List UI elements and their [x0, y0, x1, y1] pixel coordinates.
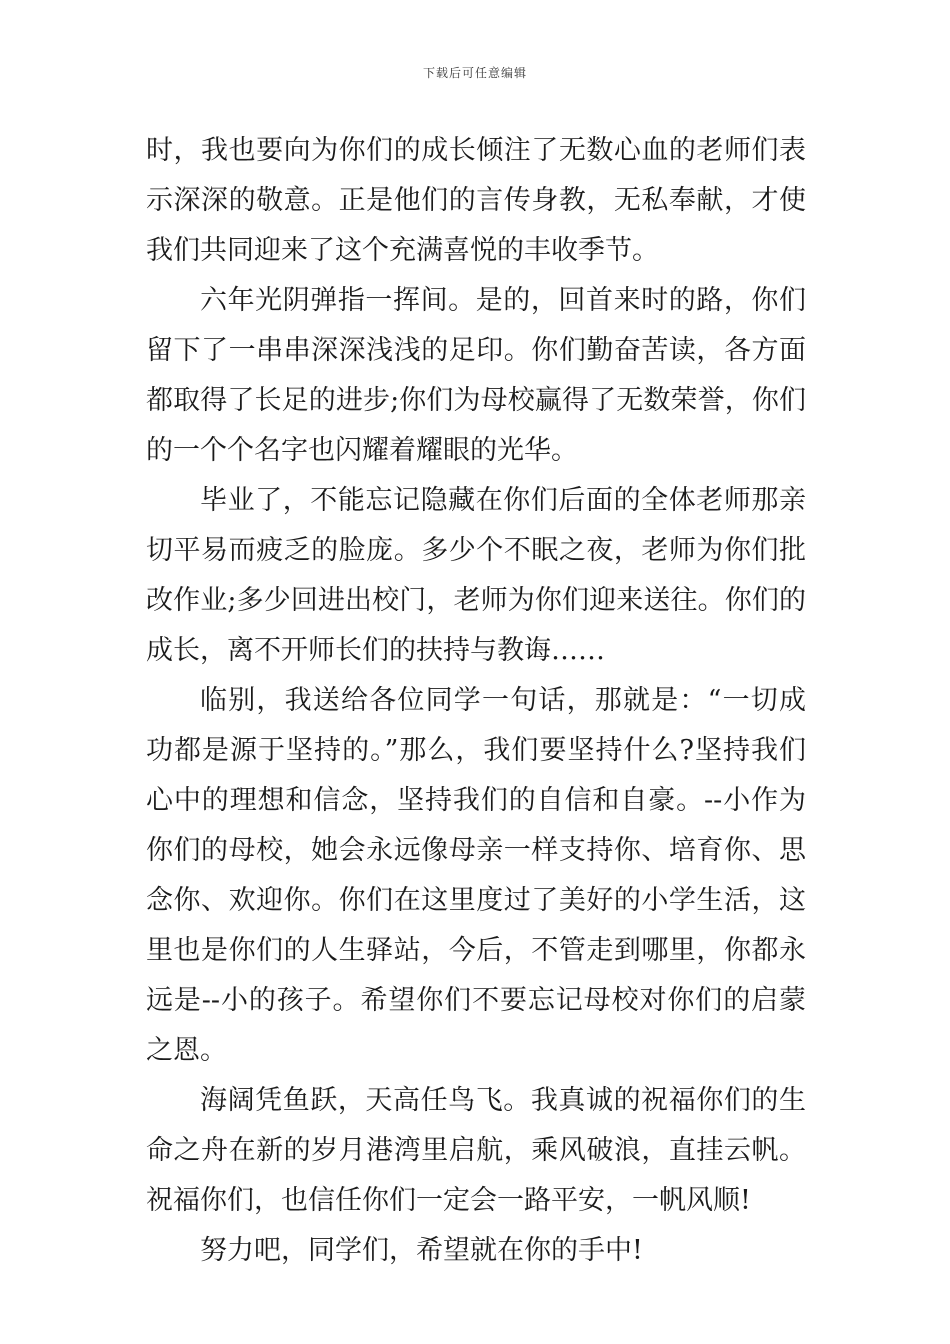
paragraph-continuation: 时，我也要向为你们的成长倾注了无数心血的老师们表示深深的敬意。正是他们的言传身教，无私奉献，才使我们共同迎来了这个充满喜悦的丰收季节。 [146, 135, 806, 266]
paragraph: 毕业了，不能忘记隐藏在你们后面的全体老师那亲切平易而疲乏的脸庞。多少个不眠之夜，老师为你们批改作业;多少回进出校门，老师为你们迎来送往。你们的成长，离不开师长们的扶持与教诲…… [146, 485, 806, 666]
document-body [146, 126, 806, 1276]
paragraph: 海阔凭鱼跃，天高任鸟飞。我真诚的祝福你们的生命之舟在新的岁月港湾里启航，乘风破浪，直挂云帆。祝福你们，也信任你们一定会一路平安，一帆风顺! [146, 1085, 806, 1216]
paragraph-closing: 努力吧，同学们，希望就在你的手中! [200, 1235, 643, 1266]
page-header: 下载后可任意编辑 [422, 66, 527, 80]
paragraph: 六年光阴弹指一挥间。是的，回首来时的路，你们留下了一串串深深浅浅的足印。你们勤奋苦读，各方面都取得了长足的进步;你们为母校赢得了无数荣誉，你们的一个个名字也闪耀着耀眼的光华。 [146, 285, 806, 466]
paragraph: 临别，我送给各位同学一句话，那就是：“一切成功都是源于坚持的。”那么，我们要坚持什么?坚持我们心中的理想和信念，坚持我们的自信和自豪。--小作为你们的母校，她会永远像母亲一样支持你、培育你、思念你、欢迎你。你们在这里度过了美好的小学生活，这里也是你们的人生驿站，今后，不管走到哪里，你都永远是--小的孩子。希望你们不要忘记母校对你们的启蒙之恩。 [146, 685, 806, 1066]
